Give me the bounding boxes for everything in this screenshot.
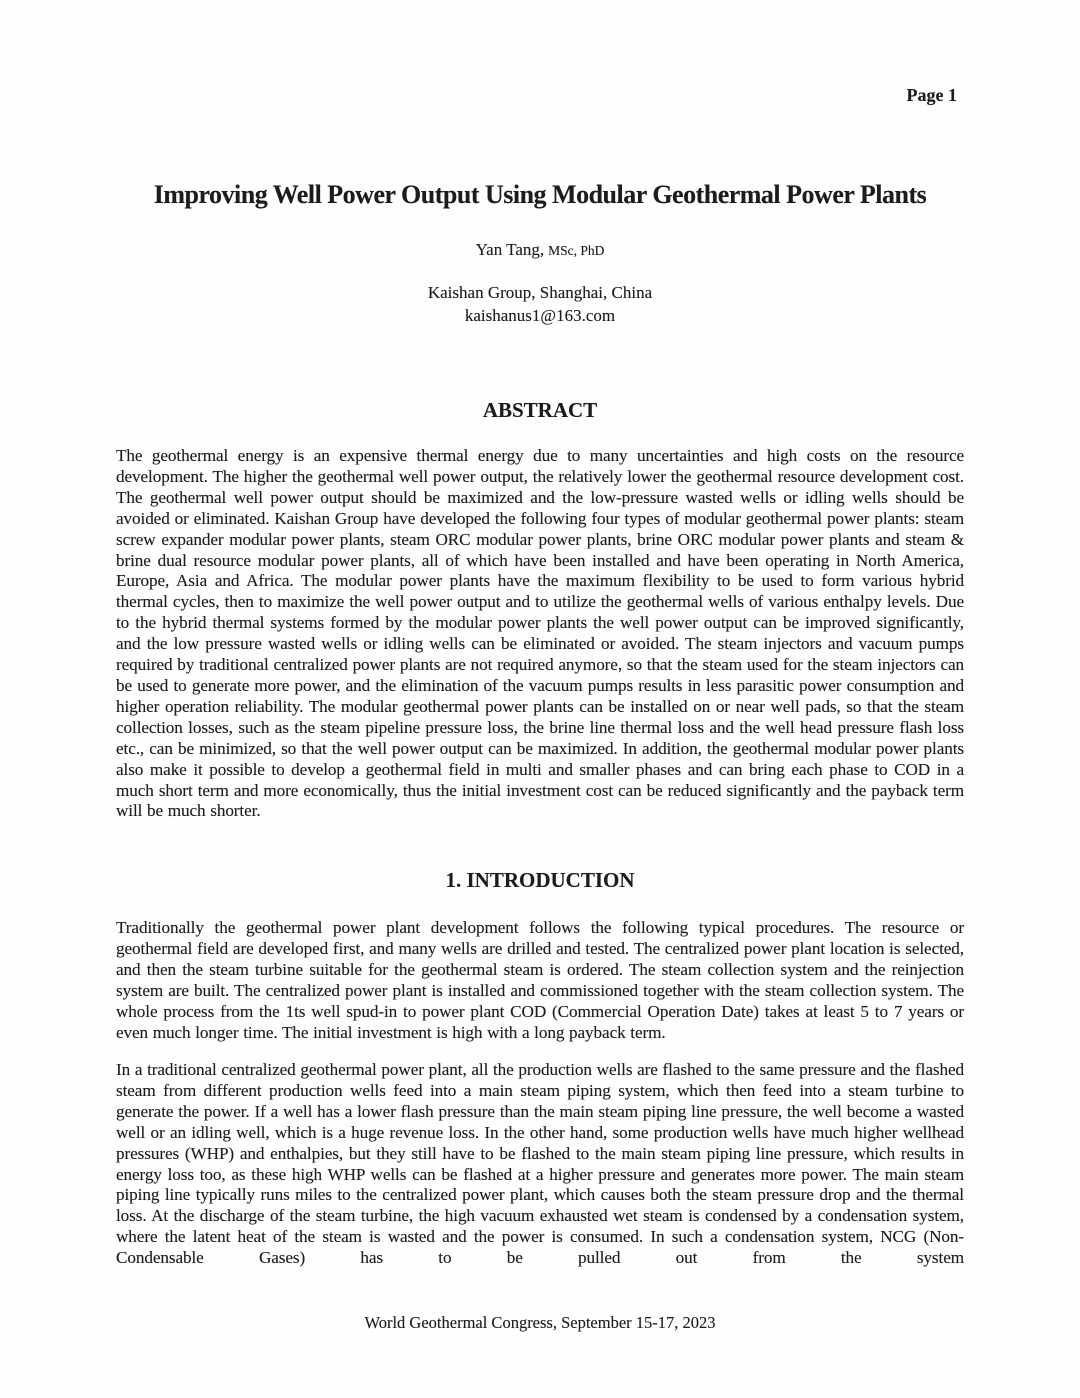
introduction-paragraph-2: In a traditional centralized geothermal power plant, all the production wells are flashed to the same pressure and the flashed steam from different production wells feed into a main steam piping system, which then feed into a steam turbine to generate the power. If a well has a lower flash pressure than the main steam piping line pressure, the well become a wasted well or an idling well, which is a huge revenue loss. In the other hand, some production wells have much higher wellhead pressures (WHP) and enthalpies, but they still have to be flashed to the main steam piping line pressure, which results in energy loss too, as these high WHP wells can be flashed at a higher pressure and generates more power. The main steam piping line typically runs miles to the centralized power plant, which causes both the steam pressure drop and the thermal loss. At the discharge of the steam turbine, the high vacuum exhausted wet steam is condensed by a condensation system, where the latent heat of the steam is wasted and the power is consumed. In such a condensation system, NCG (Non-Condensable Gases) has to be pulled out from the system [116, 1060, 964, 1268]
footer-conference-line: World Geothermal Congress, September 15-17, 2023 [364, 1313, 716, 1332]
abstract-heading: ABSTRACT [482, 398, 598, 422]
affiliation-block [0, 282, 1080, 327]
abstract-body: The geothermal energy is an expensive thermal energy due to many uncertainties and high costs on the resource development. The higher the geothermal well power output, the relatively lower the geothermal resource development cost. The geothermal well power output should be maximized and the low-pressure wasted wells or idling wells should be avoided or eliminated. Kaishan Group have developed the following four types of modular geothermal power plants: steam screw expander modular power plants, steam ORC modular power plants, brine ORC modular power plants and steam & brine dual resource modular power plants, all of which have been installed and have been operating in North America, Europe, Asia and Africa. The modular power plants have the maximum flexibility to be used to form various hybrid thermal cycles, then to maximize the well power output and to utilize the geothermal wells of various enthalpy levels. Due to the hybrid thermal systems formed by the modular power plants the well power output can be improved significantly, and the low pressure wasted wells or idling wells can be eliminated or avoided. The steam injectors and vacuum pumps required by traditional centralized power plants are not required anymore, so that the steam used for the steam injectors can be used to generate more power, and the elimination of the vacuum pumps results in less parasitic power consumption and higher operation reliability. The modular geothermal power plants can be installed on or near well pads, so that the steam collection losses, such as the steam pipeline pressure loss, the brine line thermal loss and the well head pressure flash loss etc., can be minimized, so that the well power output can be maximized. In addition, the geothermal modular power plants also make it possible to develop a geothermal field in multi and smaller phases and can bring each phase to COD in a much short term and more economically, thus the initial investment cost can be reduced significantly and the payback term will be much shorter. [116, 446, 964, 821]
author-credentials: MSc, PhD [548, 243, 605, 258]
introduction-heading: 1. INTRODUCTION [445, 868, 635, 892]
author-line [0, 240, 1080, 260]
paper-title: Improving Well Power Output Using Modular Geothermal Power Plants [153, 180, 927, 209]
introduction-paragraph-1: Traditionally the geothermal power plant development follows the following typical procedures. The resource or geothermal field are developed first, and many wells are drilled and tested. The centralized power plant location is selected, and then the steam turbine suitable for the geothermal steam is ordered. The steam collection system and the reinjection system are built. The centralized power plant is installed and commissioned together with the steam collection system. The whole process from the 1ts well spud-in to power plant COD (Commercial Operation Date) takes at least 5 to 7 years or even much longer time. The initial investment is high with a long payback term. [116, 918, 964, 1042]
page-number: Page 1 [906, 85, 957, 105]
author-email: kaishanus1@163.com [464, 305, 616, 325]
author-name: Yan Tang, [475, 240, 545, 259]
affiliation: Kaishan Group, Shanghai, China [427, 283, 653, 302]
